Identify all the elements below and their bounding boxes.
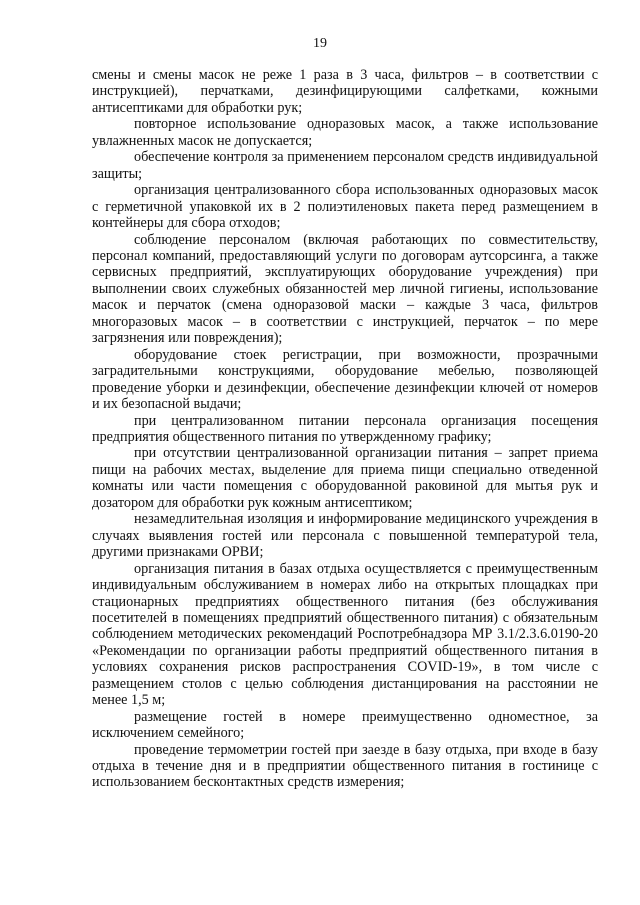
paragraph-ppe-control: обеспечение контроля за применением персоналом средств индивидуальной защиты; bbox=[92, 149, 598, 182]
document-body bbox=[92, 67, 598, 791]
paragraph-accommodation: размещение гостей в номере преимущественно одноместное, за исключением семейного; bbox=[92, 708, 598, 742]
paragraph-mask-collection: организация централизованного сбора использованных одноразовых масок с герметичной упаковкой их в 2 полиэтиленовых пакета перед размещением в контейнеры для сбора отходов; bbox=[92, 182, 598, 232]
paragraph-mask-change: смены и смены масок не реже 1 раза в 3 часа, фильтров – в соответствии с инструкцией), перчатками, дезинфицирующими салфетками, кожными антисептиками для обработки рук; bbox=[92, 67, 598, 116]
paragraph-reuse-masks: повторное использование одноразовых масок, а также использование увлажненных масок не допускается; bbox=[92, 116, 598, 149]
paragraph-staff-hygiene: соблюдение персоналом (включая работающих по совместительству, персонал компаний, предоставляющий услуги по договорам аутсорсинга, а также сервисных предприятий, эксплуатирующих оборудование учреждения) при выполнении своих служебных обязанностей мер личной гигиены, использование масок и перчаток (смена одноразовой маски – каждые 3 часа, фильтров многоразовых масок – в соответствии с инструкцией, перчаток – по мере загрязнения или повреждения); bbox=[92, 231, 598, 347]
paragraph-catering-organization: организация питания в базах отдыха осуществляется с преимущественным индивидуальным обслуживанием в номерах либо на открытых площадках при стационарных предприятиях общественного питания (без обслуживания посетителей в помещениях предприятий общественного питания) с обязательным соблюдением методических рекомендаций Роспотребнадзора МР 3.1/2.3.6.0190-20 «Рекомендации по организации работы предприятий общественного питания в условиях сохранения рисков распространения COVID-19», в том числе с размещением столов с целью соблюдения дистанцирования на расстоянии не менее 1,5 м; bbox=[92, 560, 598, 709]
paragraph-reception-equipment: оборудование стоек регистрации, при возможности, прозрачными заградительными конструкциями, оборудование мебелью, позволяющей проведение уборки и дезинфекции, обеспечение дезинфекции ключей от номеров и их безопасной выдачи; bbox=[92, 346, 598, 413]
paragraph-no-central-catering: при отсутствии централизованной организации питания – запрет приема пищи на рабочих местах, выделение для приема пищи специально отведенной комнаты или части помещения с оборудованной раковиной для мытья рук и дозатором для обработки рук кожным антисептиком; bbox=[92, 445, 598, 511]
page-number: 19 bbox=[313, 36, 327, 51]
paragraph-thermometry: проведение термометрии гостей при заезде в базу отдыха, при входе в базу отдыха в течение дня и в предприятии общественного питания в гостинице с использованием бесконтактных средств измерения; bbox=[92, 741, 598, 791]
paragraph-central-catering: при централизованном питании персонала организация посещения предприятия общественного питания по утвержденному графику; bbox=[92, 412, 598, 445]
paragraph-isolation: незамедлительная изоляция и информирование медицинского учреждения в случаях выявления гостей или персонала с повышенной температурой тела, другими признаками ОРВИ; bbox=[92, 511, 598, 561]
